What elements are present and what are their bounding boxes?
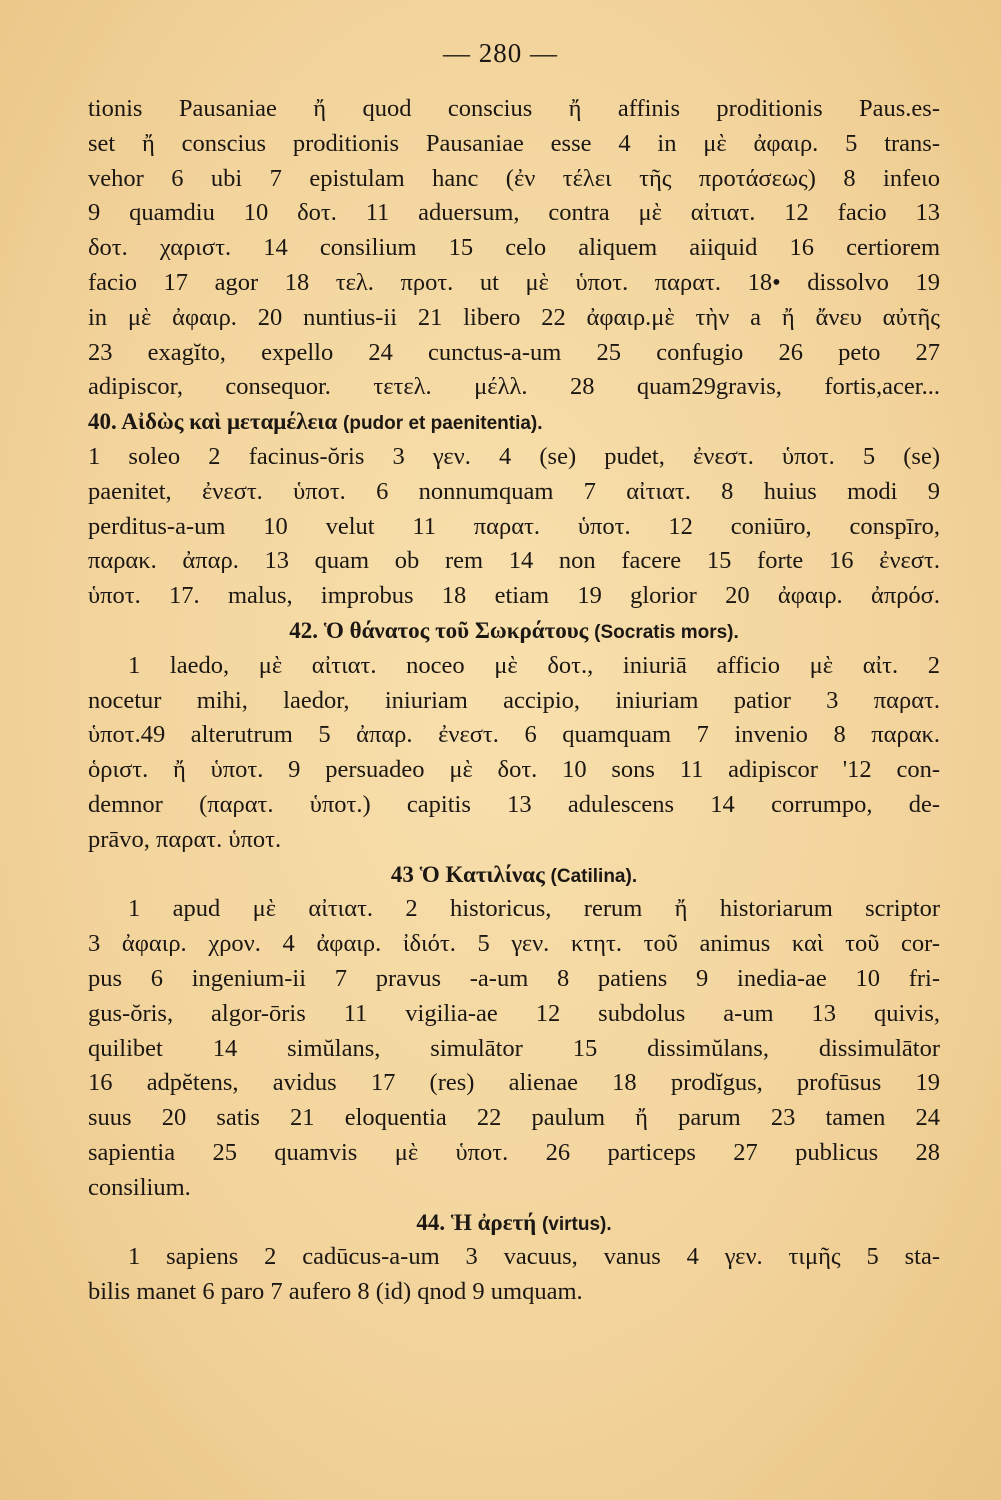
text-line: 1 laedo, μὲ αἰτιατ. noceo μὲ δοτ., iniuriā afficio μὲ αἰτ. 2 — [128, 651, 940, 679]
text-line: 16 adpĕtens, avidus 17 (res) alienae 18 prodĭgus, profūsus 19 — [88, 1069, 940, 1097]
text-line: 3 ἀφαιρ. χρον. 4 ἀφαιρ. ἰδιότ. 5 γεν. κτητ. τοῦ animus καὶ τοῦ cor- — [88, 930, 940, 958]
text-line: 1 soleo 2 facinus-ŏris 3 γεν. 4 (se) pudet, ἐνεστ. ὑποτ. 5 (se) — [88, 442, 940, 470]
section-heading-43 — [88, 858, 940, 893]
text-line: ὑποτ.49 alterutrum 5 ἀπαρ. ἐνεστ. 6 quamquam 7 invenio 8 παρακ. — [88, 721, 940, 749]
text-line: 23 exagĭto, expello 24 cunctus-a-um 25 confugio 26 peto 27 — [88, 338, 940, 366]
text-line: prāvo, παρατ. ὑποτ. — [88, 825, 282, 853]
section-title-latin: (Catilina). — [550, 865, 638, 887]
text-line: 9 quamdiu 10 δοτ. 11 aduersum, contra μὲ αἰτιατ. 12 facio 13 — [88, 199, 940, 227]
text-line: bilis manet 6 paro 7 aufero 8 (id) qnod 9 umquam. — [88, 1278, 583, 1306]
section-title-latin: (pudor et paenitentia). — [343, 413, 543, 435]
text-line: demnor (παρατ. ὑποτ.) capitis 13 adulescens 14 corrumpo, de- — [88, 790, 940, 818]
section-number: 40. — [88, 409, 117, 435]
section-title-greek: Ὁ θάνατος τοῦ Σωκράτους — [323, 617, 589, 643]
section-title-greek: Ὁ Κατιλίνας — [419, 861, 545, 887]
text-line: nocetur mihi, laedor, iniuriam accipio, iniuriam patior 3 παρατ. — [88, 686, 940, 714]
text-line: gus-ŏris, algor-ōris 11 vigilia-ae 12 subdolus a-um 13 quivis, — [88, 999, 940, 1027]
text-body — [88, 92, 940, 1310]
text-line: sapientia 25 quamvis μὲ ὑποτ. 26 particeps 27 publicus 28 — [88, 1138, 940, 1166]
section-heading-44 — [88, 1206, 940, 1241]
text-line: vehor 6 ubi 7 epistulam hanc (ἐν τέλει τῆς προτάσεως) 8 infeιo — [88, 164, 940, 192]
text-line: ὑποτ. 17. malus, improbus 18 etiam 19 glorior 20 ἀφαιρ. ἀπρόσ. — [88, 582, 940, 610]
text-line: suus 20 satis 21 eloquentia 22 paulum ἤ parum 23 tamen 24 — [88, 1104, 940, 1132]
section-title-latin: (Socratis mors). — [594, 621, 739, 643]
section-heading-40 — [88, 405, 940, 440]
text-line: adipiscor, consequor. τετελ. μέλλ. 28 quam29gravis, fortis,acer... — [88, 373, 940, 401]
text-line: quilibet 14 simŭlans, simulātor 15 dissimŭlans, dissimulātor — [88, 1034, 940, 1062]
section-number: 44. — [416, 1209, 446, 1235]
section-title-greek: Ἡ ἀρετή — [450, 1209, 537, 1235]
text-line: pus 6 ingenium-ii 7 pravus -a-um 8 patiens 9 inedia-ae 10 fri- — [88, 964, 940, 992]
text-line: 1 apud μὲ αἰτιατ. 2 historicus, rerum ἤ historiarum scriptor — [128, 895, 940, 923]
text-line: perditus-a-um 10 velut 11 παρατ. ὑποτ. 12 coniūro, conspīro, — [88, 512, 940, 540]
section-number: 43 — [390, 861, 414, 887]
text-line: in μὲ ἀφαιρ. 20 nuntius-ii 21 libero 22 ἀφαιρ.μὲ τὴν a ἤ ἄνευ αὐτῆς — [88, 303, 940, 331]
text-line: δοτ. χαριστ. 14 consilium 15 celo aliquem aiiquid 16 certiorem — [88, 234, 940, 262]
text-line: παρακ. ἀπαρ. 13 quam ob rem 14 non facere 15 forte 16 ἐνεστ. — [88, 547, 940, 575]
section-number: 42. — [289, 617, 318, 643]
text-line: facio 17 agor 18 τελ. προτ. ut μὲ ὑποτ. παρατ. 18• dissolvo 19 — [88, 268, 940, 296]
text-line: set ἤ conscius proditionis Pausaniae esse 4 in μὲ ἀφαιρ. 5 trans- — [88, 129, 940, 157]
text-line: ὁριστ. ἤ ὑποτ. 9 persuadeo μὲ δοτ. 10 sons 11 adipiscor '12 con- — [88, 756, 940, 784]
page-number: — 280 — — [443, 38, 558, 68]
text-line: 1 sapiens 2 cadūcus-a-um 3 vacuus, vanus 4 γεν. τιμῆς 5 sta- — [128, 1243, 940, 1271]
section-title-greek: Αἰδὼς καὶ μεταμέλεια — [121, 409, 338, 435]
text-line: tionis Pausaniae ἤ quod conscius ἤ affinis proditionis Paus.es- — [88, 95, 940, 122]
text-line: consilium. — [88, 1173, 191, 1201]
text-line: paenitet, ἐνεστ. ὑποτ. 6 nonnumquam 7 αἰτιατ. 8 huius modi 9 — [88, 477, 940, 505]
section-heading-42 — [88, 614, 940, 649]
section-title-latin: (virtus). — [541, 1213, 612, 1235]
